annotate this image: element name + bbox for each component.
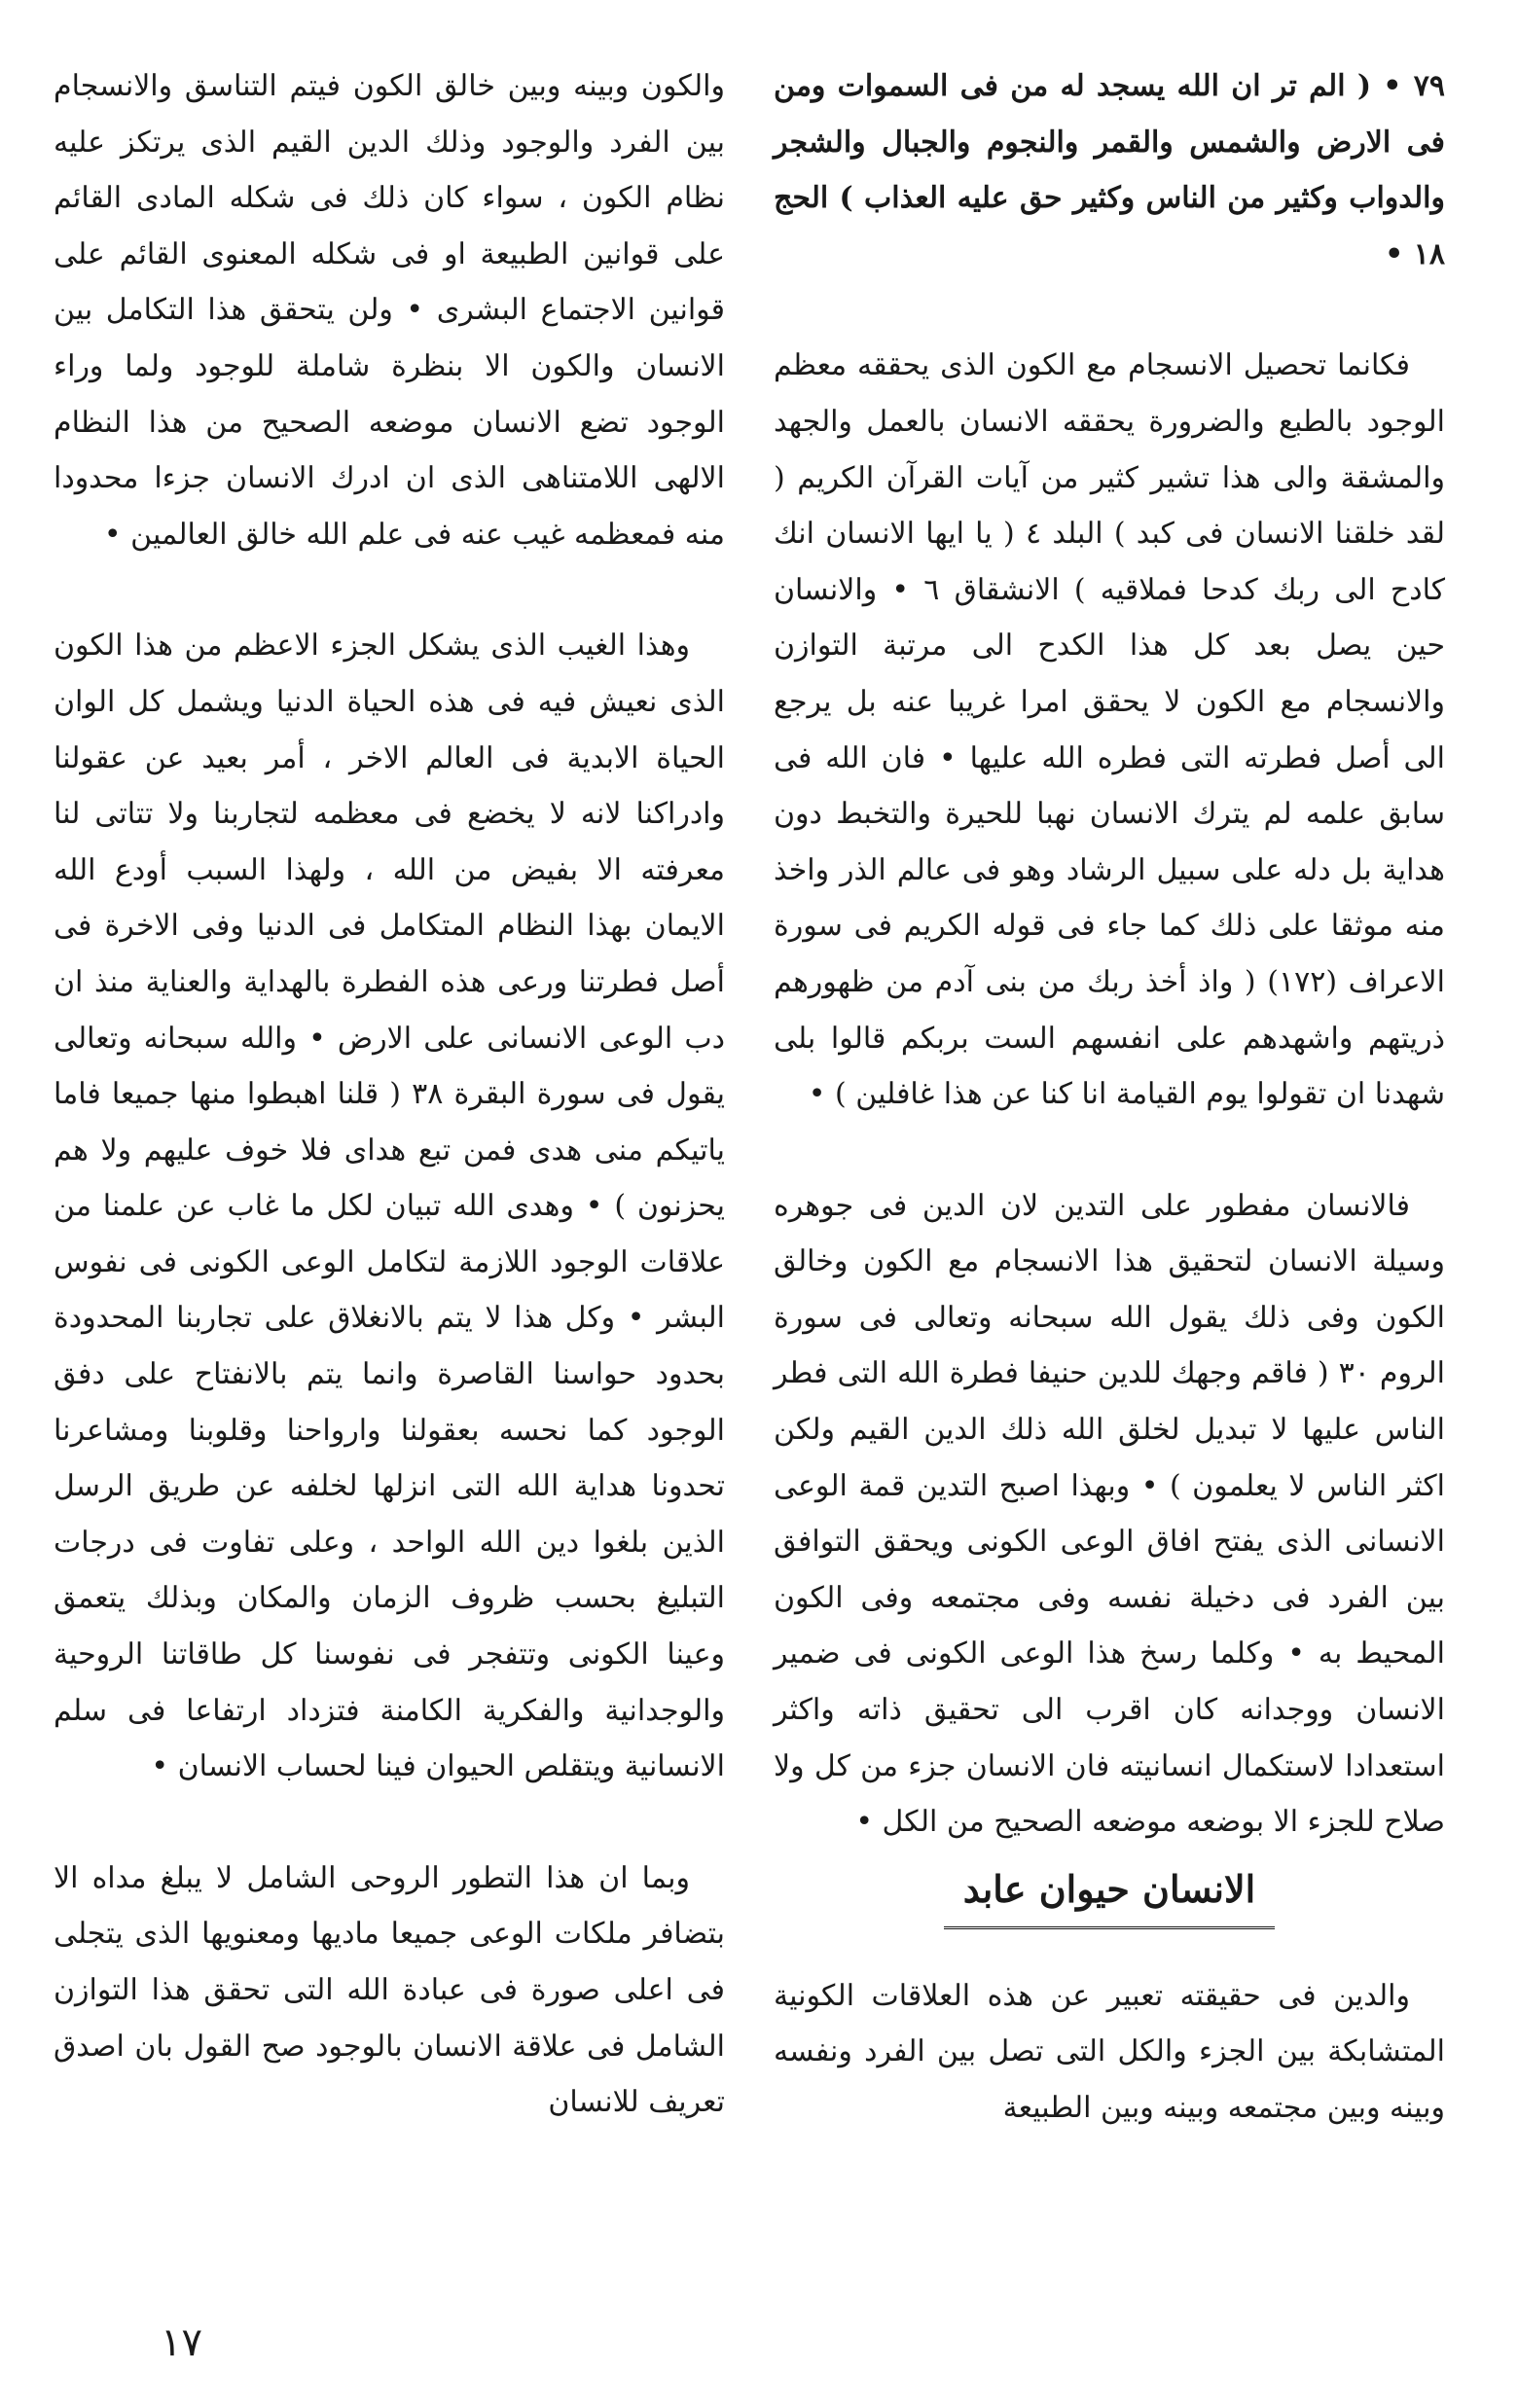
right-paragraph-4: والدين فى حقيقته تعبير عن هذه العلاقات الكونية المتشابكة بين الجزء والكل التى تصل بين الفرد ونفسه وبينه وبين مجتمعه وبينه وبين الطبيعة bbox=[774, 1978, 1445, 2125]
page-number: ١٧ bbox=[161, 2320, 202, 2365]
right-paragraph-2: فكانما تحصيل الانسجام مع الكون الذى يحققه معظم الوجود بالطبع والضرورة يحققه الانسان بالعمل والجهد والمشقة والى هذا تشير كثير من آيات القرآن الكريم ( لقد خلقنا الانسان فى كبد ) البلد ٤ ( يا ايها الانسان انك كادح الى ربك كدحا فملاقيه ) الانشقاق ٦ • والانسان حين يصل بعد كل هذا الكدح الى مرتبة التوازن والانسجام مع الكون لا يحقق امرا غريبا عنه بل يرجع الى أصل فطرته التى فطره الله عليها • فان الله فى سابق علمه لم يترك الانسان نهبا للحيرة والتخبط دون هداية بل دله على سبيل الرشاد وهو فى عالم الذر واخذ منه موثقا على ذلك كما جاء فى قوله الكريم فى سورة الاعراف (١٧٢) ( واذ أخذ ربك من بنى آدم من ظهورهم ذريتهم واشهدهم على انفسهم الست بربكم قالوا بلى شهدنا ان تقولوا يوم القيامة انا كنا عن هذا غافلين ) • bbox=[774, 348, 1445, 1112]
right-paragraph-3: فالانسان مفطور على التدين لان الدين فى جوهره وسيلة الانسان لتحقيق هذا الانسجام مع الكون وخالق الكون وفى ذلك يقول الله سبحانه وتعالى فى سورة الروم ٣٠ ( فاقم وجهك للدين حنيفا فطرة الله التى فطر الناس عليها لا تبديل لخلق الله ذلك الدين القيم ولكن اكثر الناس لا يعلمون ) • وبهذا اصبح التدين قمة الوعى الانسانى الذى يفتح افاق الوعى الكونى ويحقق التوافق بين الفرد فى دخيلة نفسه وفى مجتمعه وفى الكون المحيط به • وكلما رسخ هذا الوعى الكونى فى ضمير الانسان ووجدانه كان اقرب الى تحقيق ذاته واكثر استعدادا لاستكمال انسانيته فان الانسان جزء من كل ولا صلاح للجزء الا بوضعه موضعه الصحيح من الكل • bbox=[774, 1188, 1445, 1840]
paragraph-gap bbox=[774, 1123, 1445, 1178]
section-heading: الانسان حيوان عابد bbox=[944, 1860, 1275, 1929]
paragraph-gap bbox=[54, 1795, 725, 1851]
paragraph-gap bbox=[774, 282, 1445, 338]
left-paragraph-3: وبما ان هذا التطور الروحى الشامل لا يبلغ مداه الا بتضافر ملكات الوعى جميعا ماديها ومعنويها الذى يتجلى فى اعلى صورة فى عبادة الله التى تحقق هذا التوازن الشامل فى علاقة الانسان بالوجود صح القول بان اصدق تعريف للانسان bbox=[54, 1860, 725, 2120]
section-heading-wrap bbox=[774, 1860, 1445, 1929]
left-paragraph-1: والكون وبينه وبين خالق الكون فيتم التناسق والانسجام بين الفرد والوجود وذلك الدين القيم الذى يرتكز عليه نظام الكون ، سواء كان ذلك فى شكله المادى القائم على قوانين الطبيعة او فى شكله المعنوى القائم على قوانين الاجتماع البشرى • ولن يتحقق هذا التكامل بين الانسان والكون الا بنظرة شاملة للوجود ولما وراء الوجود تضع الانسان موضعه الصحيح من هذا النظام الالهى اللامتناهى الذى ان ادرك الانسان جزءا محدودا منه فمعظمه غيب عنه فى علم الله خالق العالمين • bbox=[54, 69, 725, 552]
right-paragraph-1: ٧٩ • ( الم تر ان الله يسجد له من فى السموات ومن فى الارض والشمس والقمر والنجوم والجبال والشجر والدواب وكثير من الناس وكثير حق عليه العذاب ) الحج ١٨ • bbox=[774, 69, 1445, 271]
left-column bbox=[54, 58, 725, 2131]
left-paragraph-2: وهذا الغيب الذى يشكل الجزء الاعظم من هذا الكون الذى نعيش فيه فى هذه الحياة الدنيا ويشمل كل الوان الحياة الابدية فى العالم الاخر ، أمر بعيد عن عقولنا وادراكنا لانه لا يخضع فى معظمه لتجاربنا ولا تتاتى لنا معرفته الا بفيض من الله ، ولهذا السبب أودع الله الايمان بهذا النظام المتكامل فى الدنيا وفى الاخرة فى أصل فطرتنا ورعى هذه الفطرة بالهداية والعناية منذ ان دب الوعى الانسانى على الارض • والله سبحانه وتعالى يقول فى سورة البقرة ٣٨ ( قلنا اهبطوا منها جميعا فاما ياتيكم منى هدى فمن تبع هداى فلا خوف عليهم ولا هم يحزنون ) • وهدى الله تبيان لكل ما غاب عن علمنا من علاقات الوجود اللازمة لتكامل الوعى الكونى فى نفوس البشر • وكل هذا لا يتم بالانغلاق على تجاربنا المحدودة بحدود حواسنا القاصرة وانما يتم بالانفتاح على دفق الوجود كما نحسه بعقولنا وارواحنا وقلوبنا ومشاعرنا تحدونا هداية الله التى انزلها لخلفه عن طريق الرسل الذين بلغوا دين الله الواحد ، وعلى تفاوت فى درجات التبليغ بحسب ظروف الزمان والمكان وبذلك يتعمق وعينا الكونى وتتفجر فى نفوسنا كل طاقاتنا الروحية والوجدانية والفكرية الكامنة فتزداد ارتفاعا فى سلم الانسانية ويتقلص الحيوان فينا لحساب الانسان • bbox=[54, 629, 726, 1784]
paragraph-gap bbox=[54, 562, 725, 618]
right-column bbox=[774, 58, 1445, 2137]
